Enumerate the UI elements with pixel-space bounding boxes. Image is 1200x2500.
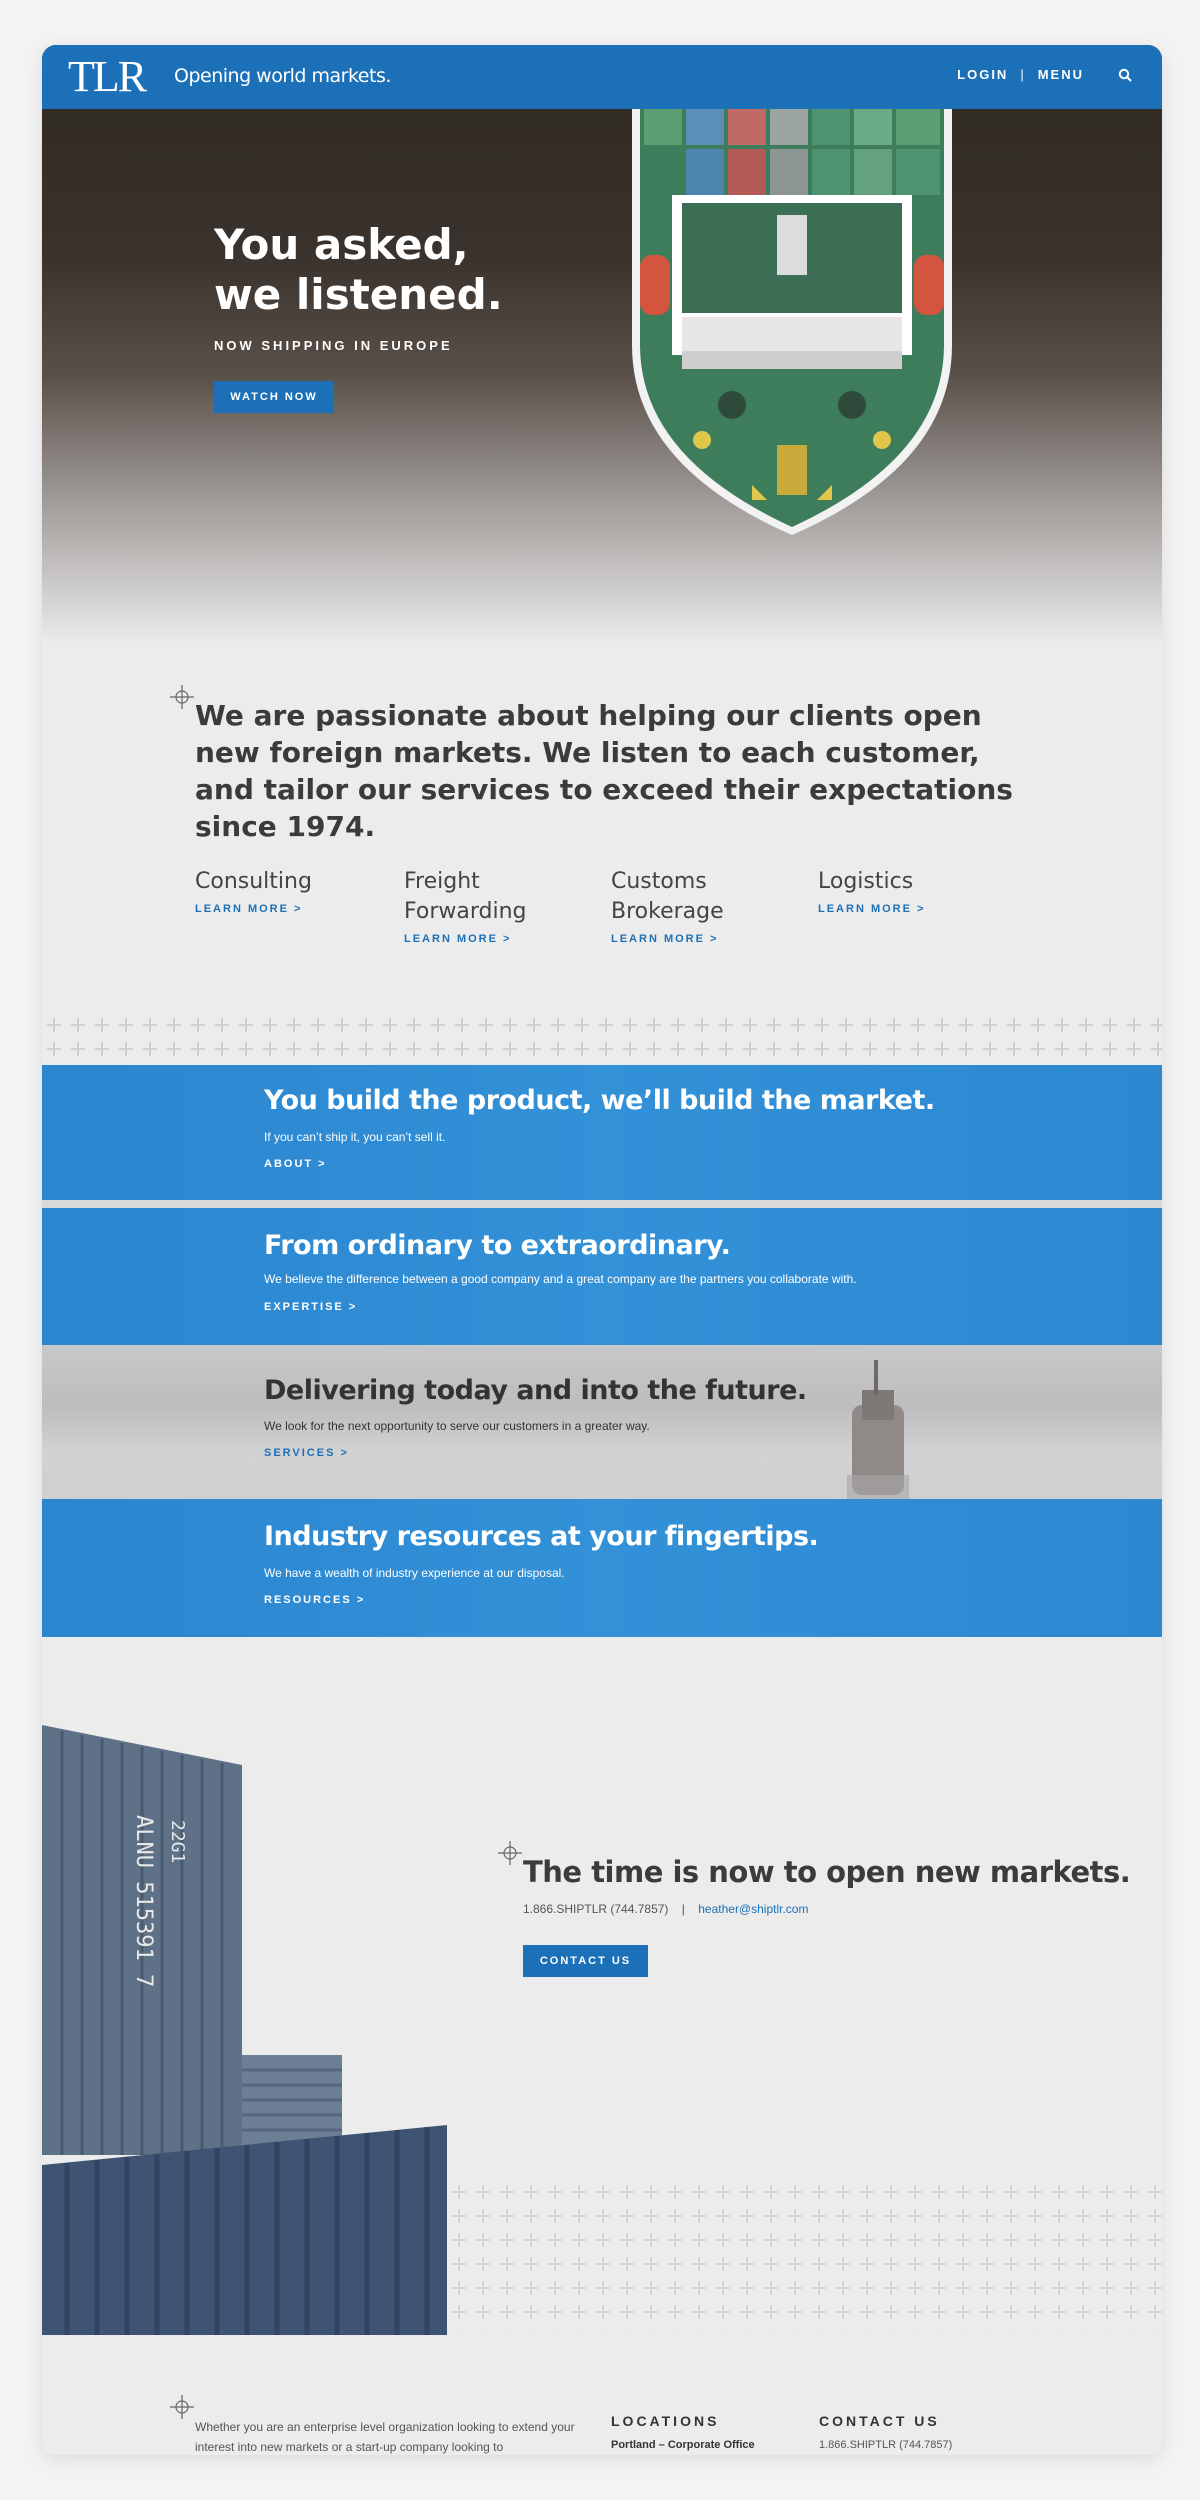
hero-subtitle: NOW SHIPPING IN EUROPE: [214, 338, 453, 353]
crosshair-icon: [170, 685, 194, 709]
band-body: We believe the difference between a good company and a great company are the partners you collaborate with.: [264, 1272, 857, 1286]
learn-more-link[interactable]: LEARN MORE >: [195, 903, 303, 915]
service-freight-forwarding: [404, 867, 534, 945]
service-title: Consulting: [195, 869, 312, 894]
location-item[interactable]: Portland – Corporate Office: [611, 2439, 755, 2451]
shipping-containers-image: [42, 1725, 447, 2335]
contact-separator: |: [681, 1902, 685, 1916]
learn-more-link[interactable]: LEARN MORE >: [611, 933, 719, 945]
cta-title: The time is now to open new markets.: [523, 1855, 1131, 1889]
tagline: Opening world markets.: [174, 65, 391, 87]
band-expertise: [42, 1208, 1162, 1345]
band-services: [42, 1345, 1162, 1499]
hero-section: [42, 45, 1162, 645]
cta-contact-line: [523, 1902, 808, 1916]
service-customs-brokerage: [611, 867, 731, 945]
service-title: Freight Forwarding: [404, 869, 527, 924]
locations-heading: LOCATIONS: [611, 2413, 720, 2429]
container-code-marking: 22G1: [167, 1820, 188, 1864]
band-body: We look for the next opportunity to serve our customers in a greater way.: [264, 1419, 650, 1433]
hero-title: [214, 220, 503, 320]
hero-title-line-1: You asked,: [214, 220, 469, 269]
crosshair-icon: [170, 2395, 194, 2419]
band-divider: [42, 1200, 1162, 1208]
email-link[interactable]: heather@shiptlr.com: [698, 1902, 809, 1916]
service-logistics: [818, 867, 998, 915]
service-consulting: [195, 867, 375, 915]
expertise-link[interactable]: EXPERTISE >: [264, 1301, 358, 1313]
top-nav: [957, 67, 1132, 82]
footer-intro-text: Whether you are an enterprise level organization looking to extend your interest into new markets or a start-up company looking to: [195, 2420, 575, 2454]
band-about: [42, 1065, 1162, 1200]
login-link[interactable]: LOGIN: [957, 67, 1009, 82]
decorative-pattern: [447, 2180, 1162, 2330]
cargo-ship-image: [582, 45, 1002, 545]
hero-title-line-2: we listened.: [214, 270, 503, 319]
band-body: If you can’t ship it, you can’t sell it.: [264, 1130, 446, 1144]
band-body: We have a wealth of industry experience at our disposal.: [264, 1566, 565, 1580]
footer-phone[interactable]: 1.866.SHIPTLR (744.7857): [819, 2439, 953, 2451]
band-title: From ordinary to extraordinary.: [264, 1230, 731, 1261]
nav-separator: |: [1020, 67, 1026, 82]
decorative-pattern: [42, 1013, 1162, 1063]
tlr-logo[interactable]: TLR: [68, 52, 146, 101]
service-title: Customs Brokerage: [611, 869, 724, 924]
learn-more-link[interactable]: LEARN MORE >: [818, 903, 926, 915]
band-title: You build the product, we’ll build the market.: [264, 1085, 935, 1116]
phone-number[interactable]: 1.866.SHIPTLR (744.7857): [523, 1902, 669, 1916]
watch-now-button[interactable]: WATCH NOW: [214, 381, 334, 413]
menu-link[interactable]: MENU: [1037, 67, 1084, 82]
intro-statement: We are passionate about helping our clients open new foreign markets. We listen to each customer, and tailor our services to exceed their expectations since 1974.: [195, 699, 1013, 843]
about-link[interactable]: ABOUT >: [264, 1158, 327, 1170]
band-title: Delivering today and into the future.: [264, 1375, 807, 1406]
contact-heading: CONTACT US: [819, 2413, 940, 2429]
learn-more-link[interactable]: LEARN MORE >: [404, 933, 512, 945]
site-header: [42, 45, 1162, 109]
services-link[interactable]: SERVICES >: [264, 1447, 349, 1459]
container-id-marking: ALNU 515391 7: [131, 1815, 156, 1988]
band-resources: [42, 1499, 1162, 1637]
service-title: Logistics: [818, 869, 914, 894]
search-icon[interactable]: [1118, 68, 1132, 82]
page-frame: [42, 45, 1162, 2455]
crosshair-icon: [498, 1841, 522, 1865]
band-title: Industry resources at your fingertips.: [264, 1521, 819, 1552]
contact-us-button[interactable]: CONTACT US: [523, 1945, 648, 1977]
resources-link[interactable]: RESOURCES >: [264, 1594, 366, 1606]
